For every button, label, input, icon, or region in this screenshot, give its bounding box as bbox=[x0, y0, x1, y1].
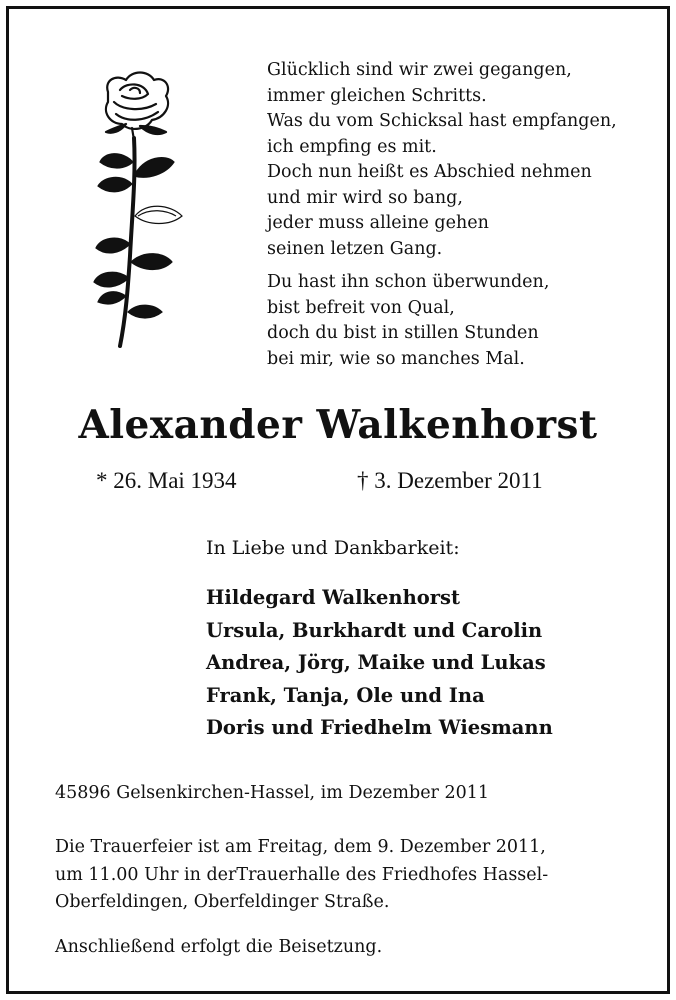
poem-line: seinen letzen Gang. bbox=[267, 238, 443, 259]
poem-line: jeder muss alleine gehen bbox=[267, 213, 489, 233]
death-date: † 3. Dezember 2011 bbox=[357, 468, 543, 493]
mourners-list bbox=[206, 582, 553, 745]
ceremony-line: Die Trauerfeier ist am Freitag, dem 9. Dezember 2011, bbox=[55, 837, 546, 857]
rose-icon bbox=[86, 66, 206, 356]
poem-line: und mir wird so bang, bbox=[267, 187, 463, 208]
poem bbox=[267, 58, 657, 380]
ceremony-line: Oberfeldingen, Oberfeldinger Straße. bbox=[55, 892, 390, 912]
mourner-name: Hildegard Walkenhorst bbox=[206, 586, 461, 609]
poem-line: Doch nun heißt es Abschied nehmen bbox=[267, 162, 592, 182]
poem-line: Was du vom Schicksal hast empfangen, bbox=[267, 111, 617, 131]
poem-line: bist befreit von Qual, bbox=[267, 297, 455, 318]
poem-line: immer gleichen Schritts. bbox=[267, 85, 487, 106]
deceased-name: Alexander Walkenhorst bbox=[78, 402, 598, 448]
poem-line: doch du bist in stillen Stunden bbox=[267, 323, 539, 343]
ceremony-line: um 11.00 Uhr in derTrauerhalle des Friedhofes Hassel- bbox=[55, 864, 549, 885]
mourner-name: Ursula, Burkhardt und Carolin bbox=[206, 618, 543, 642]
poem-line: Du hast ihn schon überwunden, bbox=[267, 272, 550, 292]
poem-stanza-1 bbox=[267, 58, 657, 262]
poem-line: bei mir, wie so manches Mal. bbox=[267, 348, 525, 369]
place-and-date: 45896 Gelsenkirchen-Hassel, im Dezember 2011 bbox=[55, 783, 490, 803]
burial-info: Anschließend erfolgt die Beisetzung. bbox=[55, 937, 383, 957]
birth-date: * 26. Mai 1934 bbox=[96, 468, 237, 493]
poem-stanza-2 bbox=[267, 270, 657, 372]
poem-line: Glücklich sind wir zwei gegangen, bbox=[267, 60, 572, 80]
poem-line: ich empfing es mit. bbox=[267, 136, 437, 157]
mourner-name: Andrea, Jörg, Maike und Lukas bbox=[206, 651, 546, 674]
mourner-name: Doris und Friedhelm Wiesmann bbox=[206, 716, 553, 739]
mourner-name: Frank, Tanja, Ole und Ina bbox=[206, 683, 485, 707]
mourners-intro: In Liebe und Dankbarkeit: bbox=[206, 537, 460, 559]
ceremony-info bbox=[55, 834, 655, 917]
